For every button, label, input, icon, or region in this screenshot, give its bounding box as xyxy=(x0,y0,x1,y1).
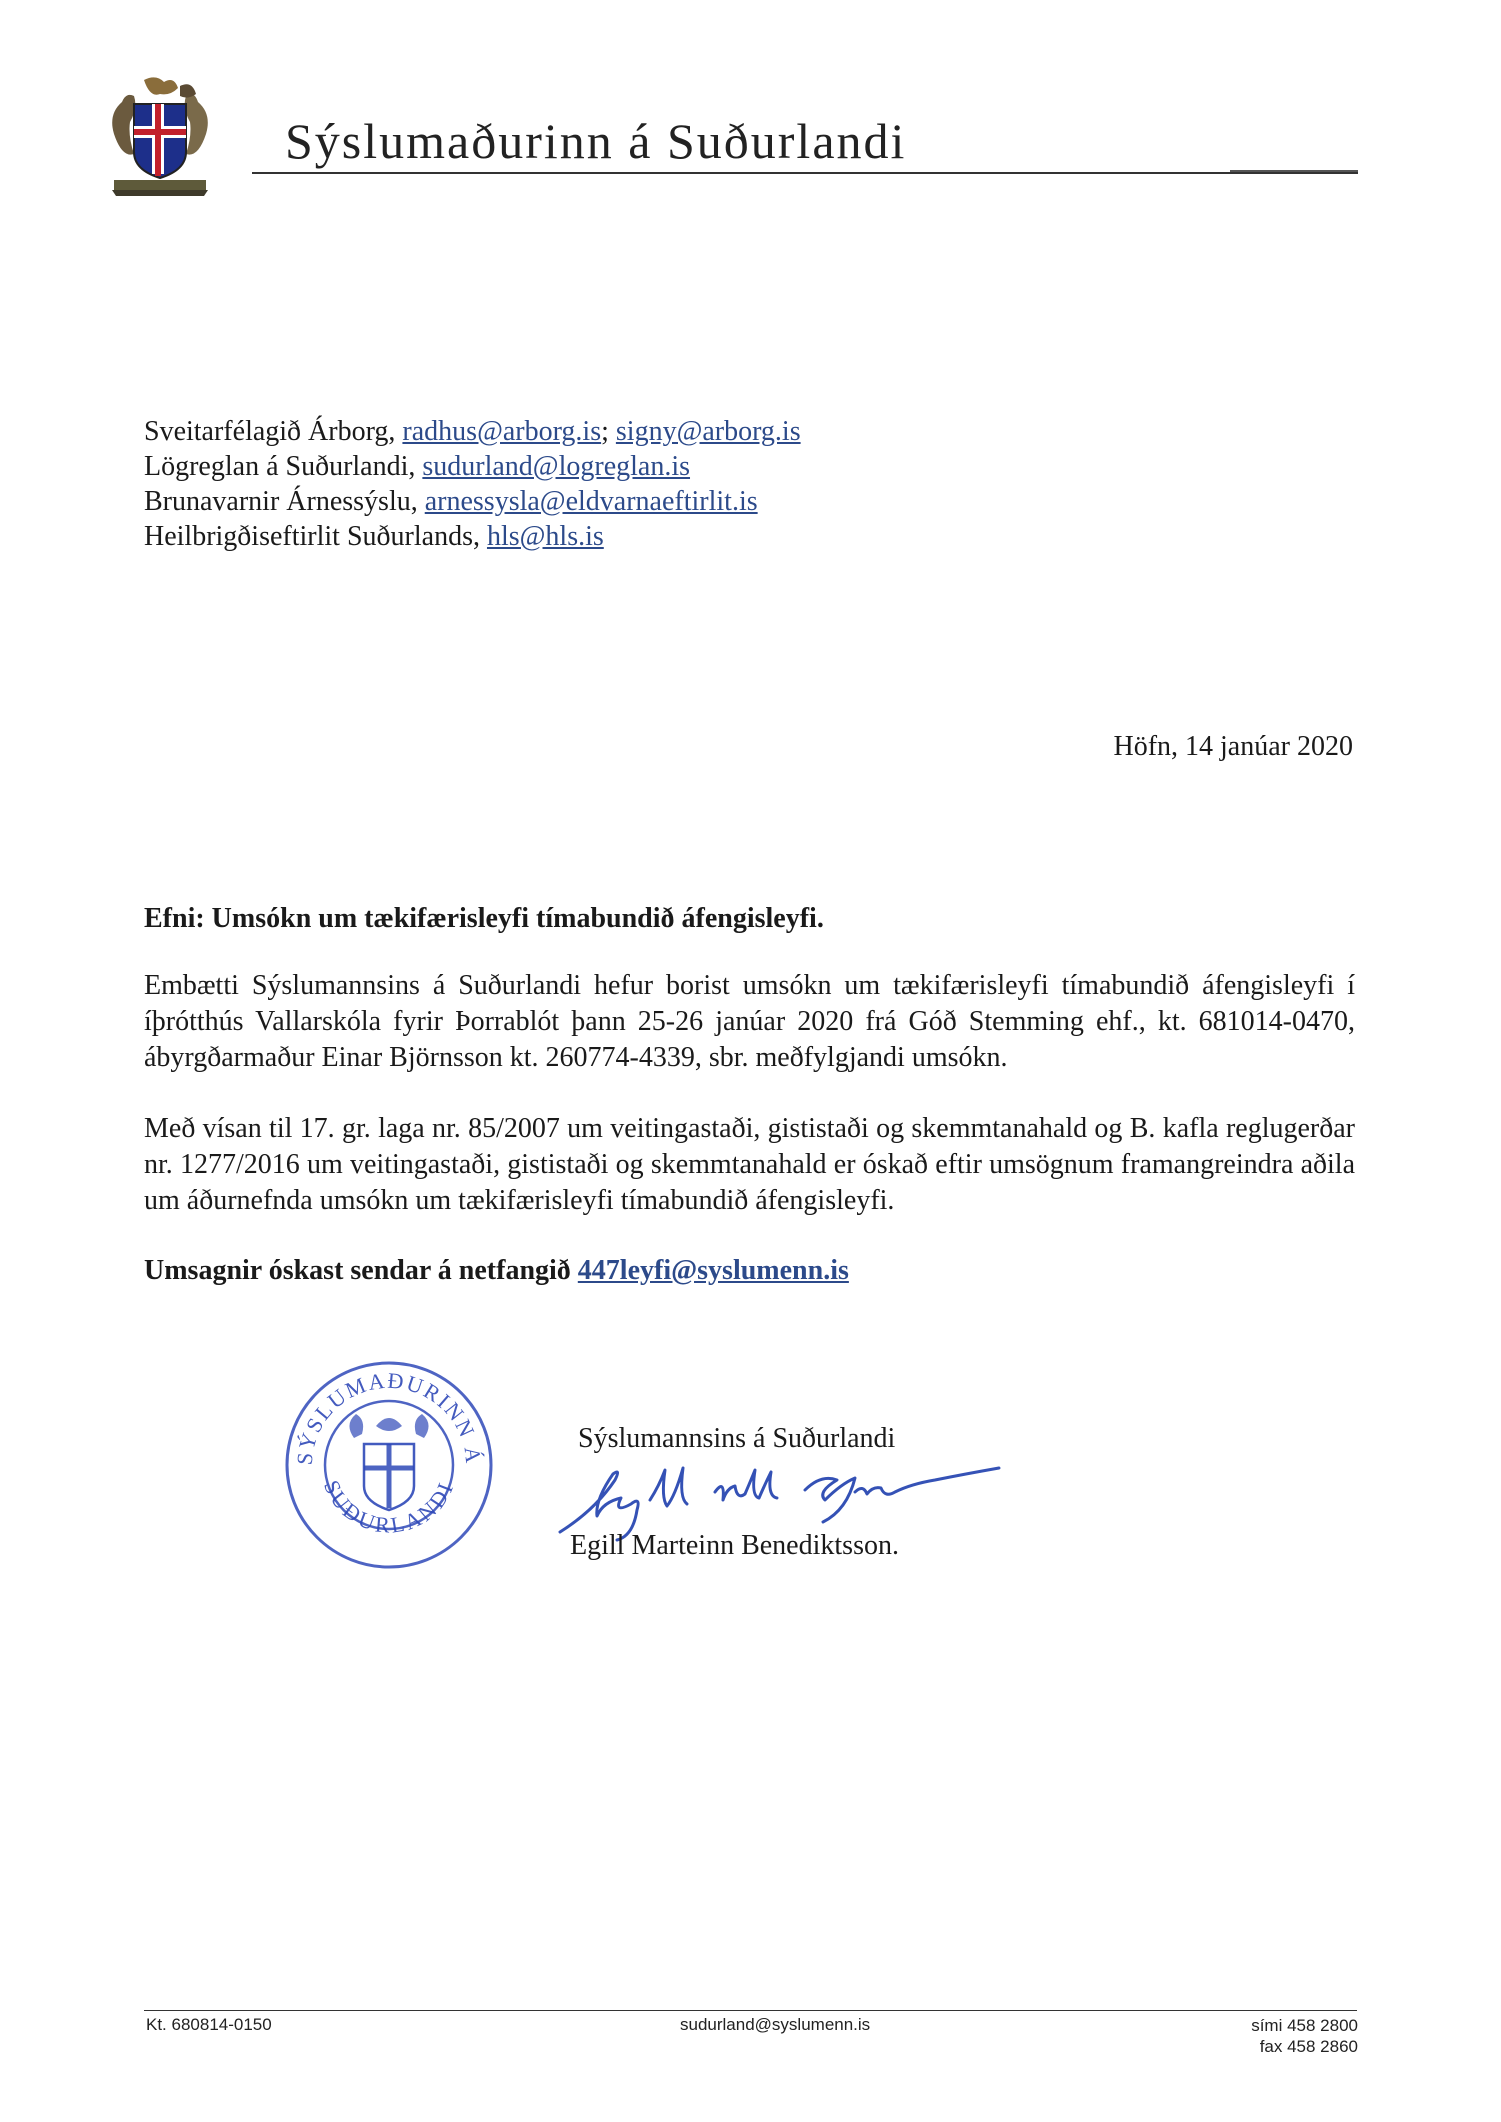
official-stamp xyxy=(282,1358,496,1572)
footer-email[interactable]: sudurland@syslumenn.is xyxy=(680,2015,871,2034)
recipient-line xyxy=(144,449,801,484)
recipient-line xyxy=(144,519,801,554)
office-title: Sýslumaðurinn á Suðurlandi xyxy=(285,113,907,169)
recipient-name: Heilbrigðiseftirlit Suðurlands, xyxy=(144,521,487,552)
body-paragraph: Embætti Sýslumannsins á Suðurlandi hefur borist umsókn um tækifærisleyfi tímabundið áfengisleyfi í íþrótthús Vallarskóla fyrir Þorrablót þann 25-26 janúar 2020 frá Góð Stemming ehf., kt. 681014-0470, ábyrgðarmaður Einar Björnsson kt. 260774-4339, sbr. meðfylgjandi umsókn. xyxy=(144,970,1355,1073)
email-separator: ; xyxy=(601,416,616,447)
coat-of-arms-logo xyxy=(104,74,216,200)
stamp-top-text: SÝSLUMAÐURINN Á xyxy=(291,1367,487,1466)
footer-phone: sími 458 2800 xyxy=(1251,2016,1358,2035)
recipient-email-link[interactable]: signy@arborg.is xyxy=(615,416,801,447)
reply-instruction xyxy=(144,1255,849,1287)
signatory-office: Sýslumannsins á Suðurlandi xyxy=(578,1423,896,1454)
stamp-bottom-text: SUÐURLANDI xyxy=(318,1476,459,1538)
header-divider xyxy=(252,172,1358,174)
reply-email-link[interactable]: 447leyfi@syslumenn.is xyxy=(577,1255,849,1286)
signatory-name: Egill Marteinn Benediktsson. xyxy=(570,1530,899,1561)
recipient-line xyxy=(144,414,801,449)
recipient-email-link[interactable]: radhus@arborg.is xyxy=(402,416,602,447)
footer-contact xyxy=(1251,2015,1358,2057)
recipient-email-link[interactable]: arnessysla@eldvarnaeftirlit.is xyxy=(424,486,758,517)
header-divider-accent xyxy=(1230,170,1358,172)
letter-date: Höfn, 14 janúar 2020 xyxy=(1113,731,1353,762)
recipient-list xyxy=(144,414,801,554)
recipient-email-link[interactable]: hls@hls.is xyxy=(486,521,604,552)
reply-label: Umsagnir óskast sendar á netfangið xyxy=(144,1255,578,1286)
footer-fax: fax 458 2860 xyxy=(1259,2037,1358,2056)
recipient-line xyxy=(144,484,801,519)
recipient-name: Brunavarnir Árnessýslu, xyxy=(144,486,425,517)
letter-subject: Efni: Umsókn um tækifærisleyfi tímabundið áfengisleyfi. xyxy=(144,903,824,934)
footer-divider xyxy=(144,2010,1357,2011)
recipient-name: Sveitarfélagið Árborg, xyxy=(144,416,403,447)
body-paragraph: Með vísan til 17. gr. laga nr. 85/2007 um veitingastaði, gististaði og skemmtanahald og B. kafla reglugerðar nr. 1277/2016 um veitingastaði, gististaði og skemmtanahald er óskað eftir umsögnum framangreindra aðila um áðurnefnda umsókn um tækifærisleyfi tímabundið áfengisleyfi. xyxy=(144,1113,1355,1216)
footer-kennitala: Kt. 680814-0150 xyxy=(146,2015,272,2034)
recipient-name: Lögreglan á Suðurlandi, xyxy=(144,451,423,482)
recipient-email-link[interactable]: sudurland@logreglan.is xyxy=(422,451,691,482)
